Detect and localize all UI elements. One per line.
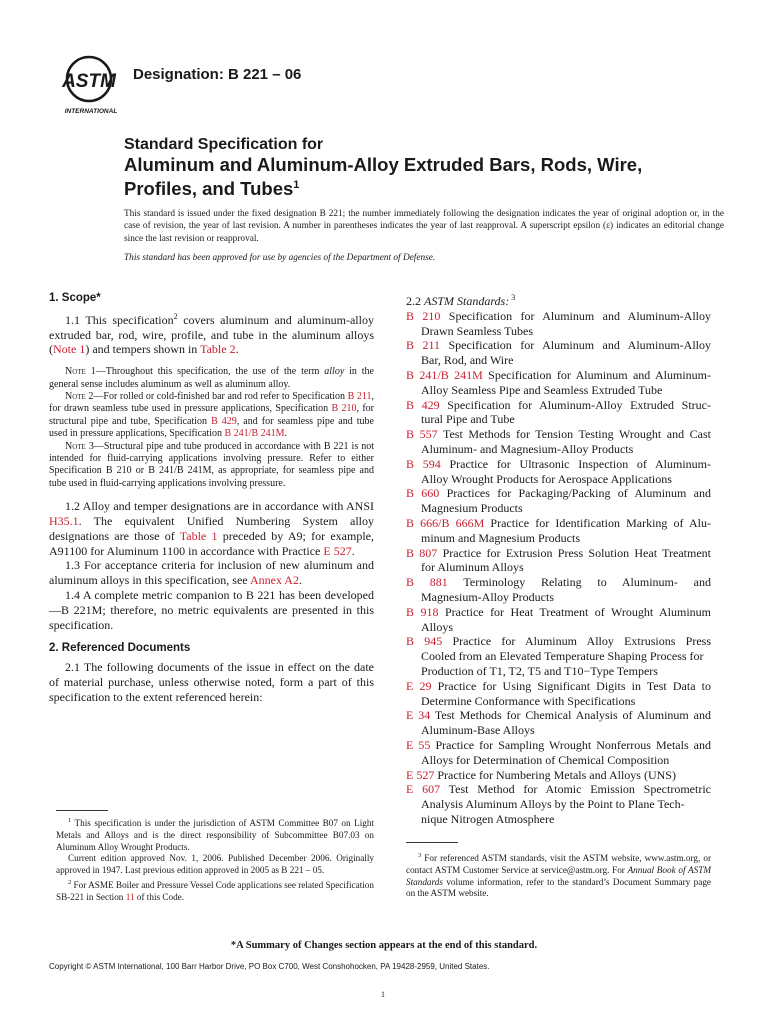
- reference-code-link[interactable]: E 527: [406, 767, 435, 782]
- reference-code-link[interactable]: E 34: [406, 708, 431, 723]
- reference-title: Practice for Aluminum Alloy Extrusions Press: [452, 634, 711, 649]
- reference-item: [406, 457, 711, 487]
- reference-code-link[interactable]: B 881: [406, 575, 448, 590]
- issuance-statement: This standard is issued under the fixed designation B 221; the number immediately following the designation indicates the year of original adoption or, in the case of revision, the year of last revision. A number in parentheses indicates the year of last reapproval. A superscript epsilon (ε) indicates an editorial change since the last revision or reapproval.: [124, 209, 724, 244]
- reference-item: [406, 605, 711, 635]
- reference-title-continued: Magnesium Products: [421, 501, 523, 516]
- reference-title-continued: nique Nitrogen Atmosphere: [421, 811, 555, 826]
- e527-link[interactable]: E 527: [323, 543, 352, 558]
- reference-item: [406, 679, 711, 709]
- reference-title-continued: Magnesium-Alloy Products: [421, 589, 554, 604]
- reference-item: [406, 575, 711, 605]
- footnote-2: $^2$ For ASME Boiler and Pressure Vessel Code applications see related Specification SB-221 in Section 11 of this Code.: [56, 879, 374, 902]
- reference-title-continued: Aluminum-Base Alloys: [421, 723, 535, 738]
- designation: Designation: B 221 – 06: [133, 66, 302, 83]
- reference-item: [406, 427, 711, 457]
- reference-item: [406, 309, 711, 339]
- right-column: [406, 291, 711, 827]
- reference-code-link[interactable]: B 429: [406, 397, 440, 412]
- b211-link[interactable]: B 211: [347, 391, 372, 402]
- reference-title: Practice for Numbering Metals and Alloys (UNS): [437, 767, 676, 782]
- astm-standards-heading: 2.2 ASTM Standards: $^3$: [406, 293, 516, 308]
- reference-title-continued: Bar, Rod, and Wire: [421, 353, 514, 368]
- reference-title-continued: tural Pipe and Tube: [421, 412, 515, 427]
- note-3: Note 3—Structural pipe and tube produced in accordance with B 221 is not intended for fluid-carrying applications involving pressure. Refer to either Specification B 210 or B 241/B 241M, as appropriate, for seamless pipe and tube used in fluid-carrying applications involving pressure.: [49, 440, 374, 489]
- referenced-standards-list: [406, 309, 711, 827]
- table-2-link[interactable]: Table 2: [200, 342, 236, 357]
- title-line-3: Profiles, and Tubes$^1$: [124, 178, 300, 200]
- section-heading-referenced-documents: 2. Referenced Documents: [49, 642, 191, 655]
- reference-code-link[interactable]: B 557: [406, 427, 438, 442]
- reference-code-link[interactable]: B 594: [406, 456, 441, 471]
- reference-item: [406, 782, 711, 826]
- b429-link[interactable]: B 429: [211, 415, 237, 427]
- b210-link[interactable]: B 210: [331, 403, 357, 415]
- paragraph-1-4: 1.4 A complete metric companion to B 221 has been developed—B 221M; therefore, no metric equivalents are presented in this specification.: [49, 588, 374, 632]
- reference-title: Practice for Extrusion Press Solution Heat Treatment: [442, 545, 711, 560]
- reference-title: Practice for Sampling Wrought Nonferrous Metals and: [435, 737, 712, 752]
- reference-title: Practices for Packaging/Packing of Aluminum and: [446, 486, 711, 501]
- reference-title: Test Methods for Chemical Analysis of Aluminum and: [434, 708, 711, 723]
- copyright-line: Copyright © ASTM International, 100 Barr Harbor Drive, PO Box C700, West Conshohocken, PA 19428-2959, United States.: [49, 962, 490, 971]
- svg-text:ASTM: ASTM: [62, 71, 116, 92]
- reference-title: Specification for Aluminum and Aluminum-: [488, 367, 712, 382]
- reference-title-continued: for Aluminum Alloys: [421, 560, 524, 575]
- section-heading-scope: 1. Scope*: [49, 292, 101, 304]
- reference-title: Practice for Identification Marking of Alu-: [490, 515, 712, 530]
- reference-title: Test Method for Atomic Emission Spectrometric: [448, 782, 711, 797]
- reference-code-link[interactable]: B 660: [406, 486, 440, 501]
- note-1: Note 1—Throughout this specification, the use of the term alloy in the general sense includes aluminum as well as aluminum alloy.: [49, 366, 374, 390]
- reference-item: [406, 398, 711, 428]
- reference-item: [406, 708, 711, 738]
- reference-code-link[interactable]: E 29: [406, 678, 432, 693]
- reference-item: [406, 486, 711, 516]
- reference-code-link[interactable]: B 666/B 666M: [406, 515, 485, 530]
- reference-code-link[interactable]: B 918: [406, 604, 439, 619]
- reference-code-link[interactable]: E 55: [406, 737, 431, 752]
- reference-item: [406, 546, 711, 576]
- paragraph-2-1: 2.1 The following documents of the issue in effect on the date of material purchase, unless otherwise noted, form a part of this specification to the extent referenced herein:: [49, 660, 374, 704]
- reference-title: Practice for Ultrasonic Inspection of Aluminum-: [449, 456, 711, 471]
- reference-title-continued: minum and Magnesium Products: [421, 530, 580, 545]
- document-title: [124, 135, 724, 199]
- reference-title-continued: Alloys for Determination of Chemical Composition: [421, 752, 670, 767]
- footnote-rule-left: [56, 810, 108, 811]
- reference-title: Specification for Aluminum-Alloy Extruded Struc-: [447, 397, 711, 412]
- reference-code-link[interactable]: B 241/B 241M: [406, 367, 483, 382]
- footnote-rule-right: [406, 842, 458, 843]
- reference-title: Terminology Relating to Aluminum- and: [463, 575, 711, 590]
- summary-of-changes-note: *A Summary of Changes section appears at the end of this standard.: [230, 940, 538, 951]
- b241-link[interactable]: B 241/B 241M: [224, 428, 285, 440]
- reference-title-continued: Cooled from an Elevated Temperature Shaping Process for: [421, 649, 704, 664]
- paragraph-1-1: 1.1 This specification$^2$ covers aluminum and aluminum-alloy extruded bar, rod, wire, profile, and tube in the aluminum alloys (Note 1) and tempers shown in Table 2.: [49, 311, 374, 357]
- reference-title-continued: Alloy Seamless Pipe and Seamless Extruded Tube: [421, 382, 663, 397]
- left-column: [49, 291, 374, 705]
- table-1-link[interactable]: Table 1: [179, 528, 218, 543]
- reference-item: [406, 634, 711, 678]
- title-line-2: Aluminum and Aluminum-Alloy Extruded Bars, Rods, Wire,: [124, 154, 643, 175]
- left-footnotes: [56, 815, 374, 904]
- reference-title-continued: Alloys: [421, 619, 454, 634]
- reference-title-continued: Production of T1, T2, T5 and T10−Type Tempers: [421, 663, 658, 678]
- reference-title: Practice for Heat Treatment of Wrought Aluminum: [444, 604, 712, 619]
- footnote-mark-1: 1: [293, 179, 300, 191]
- reference-title: Specification for Aluminum and Aluminum-Alloy: [448, 308, 711, 323]
- footnote-1-edition: Current edition approved Nov. 1, 2006. Published December 2006. Originally approved in 1947. Last previous edition approved in 2005 as B 221 – 05.: [56, 853, 374, 876]
- dod-approval-statement: This standard has been approved for use by agencies of the Department of Defense.: [124, 253, 436, 263]
- svg-text:INTERNATIONAL: INTERNATIONAL: [64, 108, 118, 115]
- paragraph-1-2: 1.2 Alloy and temper designations are in accordance with ANSI H35.1. The equivalent Unified Numbering System alloy designations are those of Table 1 preceded by A9; for example, A91100 for Aluminum 1100 in accordance with Practice E 527.: [49, 499, 374, 558]
- reference-title-continued: Alloy Wrought Products for Aerospace Applications: [421, 471, 672, 486]
- title-line-1: Standard Specification for: [124, 136, 324, 153]
- footnote-3: $^3$ For referenced ASTM standards, visit the ASTM website, www.astm.org, or contact ASTM Customer Service at service@astm.org. For Annual Book of ASTM Standards volume information, refer to the standard’s Document Summary page on the ASTM website.: [406, 852, 712, 899]
- annex-a2-link[interactable]: Annex A2: [249, 573, 299, 588]
- page-number: 1: [381, 990, 385, 999]
- reference-item: [406, 368, 711, 398]
- note-2: Note 2—For rolled or cold-finished bar and rod refer to Specification B 211, for drawn seamless tube used in pressure applications, Specification B 210, for structural pipe and tube, Specification B 429, and for seamless pipe and tube used in pressure applications, Specification B 241/B 241M.: [49, 391, 374, 440]
- reference-title-continued: Analysis Aluminum Alloys by the Point to Plane Tech-: [421, 797, 685, 812]
- reference-title-continued: Determine Conformance with Specifications: [421, 693, 636, 708]
- note-1-link[interactable]: Note 1: [53, 342, 86, 357]
- reference-title: Test Methods for Tension Testing Wrought and Cast: [442, 427, 711, 442]
- reference-title-continued: Drawn Seamless Tubes: [421, 323, 534, 338]
- paragraph-1-3: 1.3 For acceptance criteria for inclusion of new aluminum and aluminum alloys in this specification, see Annex A2.: [49, 558, 374, 588]
- reference-item: [406, 516, 711, 546]
- reference-item: [406, 768, 711, 783]
- reference-item: [406, 738, 711, 768]
- reference-title: Specification for Aluminum and Aluminum-Alloy: [448, 338, 712, 353]
- footnote-1: $^1$ This specification is under the jurisdiction of ASTM Committee B07 on Light Metals and Alloys and is the direct responsibility of Subcommittee B07.03 on Aluminum Alloy Wrought Products.: [56, 817, 374, 852]
- reference-title: Practice for Using Significant Digits in Test Data to: [437, 678, 712, 693]
- reference-code-link[interactable]: E 607: [406, 782, 441, 797]
- reference-code-link[interactable]: B 945: [406, 634, 443, 649]
- reference-code-link[interactable]: B 807: [406, 545, 438, 560]
- reference-code-link[interactable]: B 211: [406, 338, 441, 353]
- reference-item: [406, 338, 711, 368]
- section-11-link[interactable]: 11: [125, 891, 135, 902]
- astm-logo: [60, 52, 122, 116]
- reference-code-link[interactable]: B 210: [406, 308, 441, 323]
- h35-1-link[interactable]: H35.1: [49, 514, 79, 529]
- reference-title-continued: Aluminum- and Magnesium-Alloy Products: [421, 441, 634, 456]
